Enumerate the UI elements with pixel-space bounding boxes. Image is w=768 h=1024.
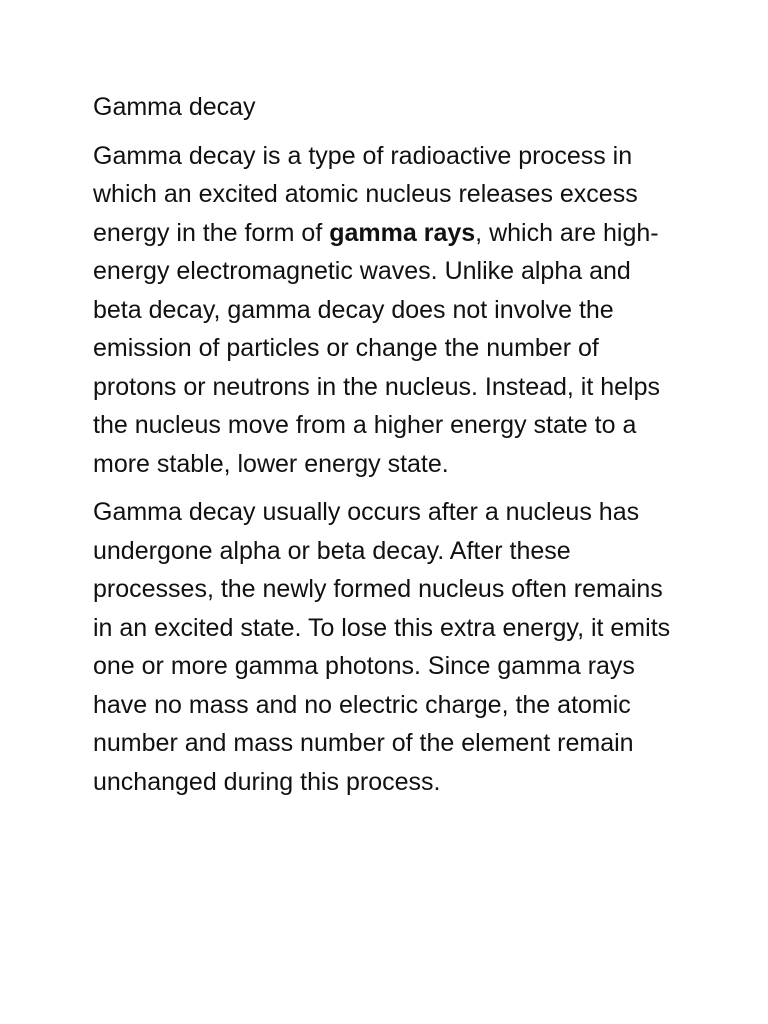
paragraph-1-bold-term: gamma rays (329, 218, 476, 247)
paragraph-1 (93, 137, 683, 484)
document-page (93, 88, 683, 811)
document-title: Gamma decay (93, 93, 256, 121)
paragraph-2: Gamma decay usually occurs after a nucleus has undergone alpha or beta decay. After these processes, the newly formed nucleus often remains in an excited state. To lose this extra energy, it emits one or more gamma photons. Since gamma rays have no mass and no electric charge, the atomic number and mass number of the element remain unchanged during this process. (93, 498, 671, 796)
paragraph-1-text-end: , which are high-energy electromagnetic waves. Unlike alpha and beta decay, gamma decay does not involve the emission of particles or change the number of protons or neutrons in the nucleus. Instead, it helps the nucleus move from a higher energy state to a more stable, lower energy state. (93, 218, 661, 478)
paragraph-1-text-start: Gamma decay is a type of radioactive process in which an excited atomic nucleus releases excess energy in the form of (93, 141, 638, 247)
